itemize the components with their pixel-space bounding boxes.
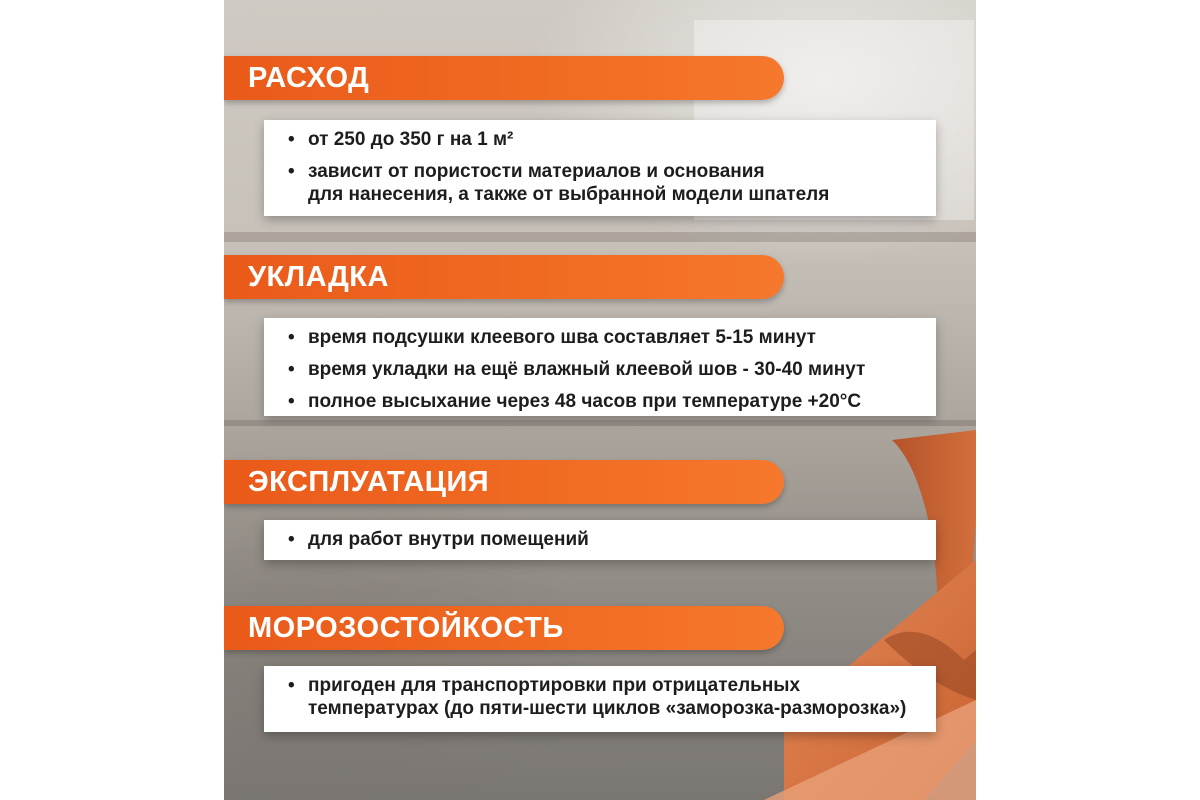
bullet-item: • от 250 до 350 г на 1 м² [288,128,936,151]
bullet-item: • полное высыхание через 48 часов при температуре +20°С [288,390,936,413]
bullet-list [264,520,936,551]
bullet-item: • для работ внутри помещений [288,528,936,551]
bullet-list [264,666,936,720]
infographic-card [224,0,976,800]
section-title: ЭКСПЛУАТАЦИЯ [248,466,490,498]
section-panel-consumption [264,120,936,216]
section-panel-frost-resistance [264,666,936,732]
section-title: УКЛАДКА [248,261,389,293]
bullet-item: • зависит от пористости материалов и основания для нанесения, а также от выбранной модели шпателя [288,160,936,206]
section-banner-frost-resistance [224,606,784,650]
bullet-item: • время укладки на ещё влажный клеевой шов - 30-40 минут [288,358,936,381]
section-banner-consumption [224,56,784,100]
section-panel-laying [264,318,936,416]
bullet-list [264,318,936,413]
section-title: МОРОЗОСТОЙКОСТЬ [248,612,564,644]
bullet-item: • пригоден для транспортировки при отрицательных температурах (до пяти-шести циклов «заморозка-разморозка») [288,674,936,720]
bullet-list [264,120,936,206]
section-banner-usage [224,460,784,504]
bullet-item: • время подсушки клеевого шва составляет 5-15 минут [288,326,936,349]
section-panel-usage [264,520,936,560]
section-banner-laying [224,255,784,299]
section-title: РАСХОД [248,62,370,94]
